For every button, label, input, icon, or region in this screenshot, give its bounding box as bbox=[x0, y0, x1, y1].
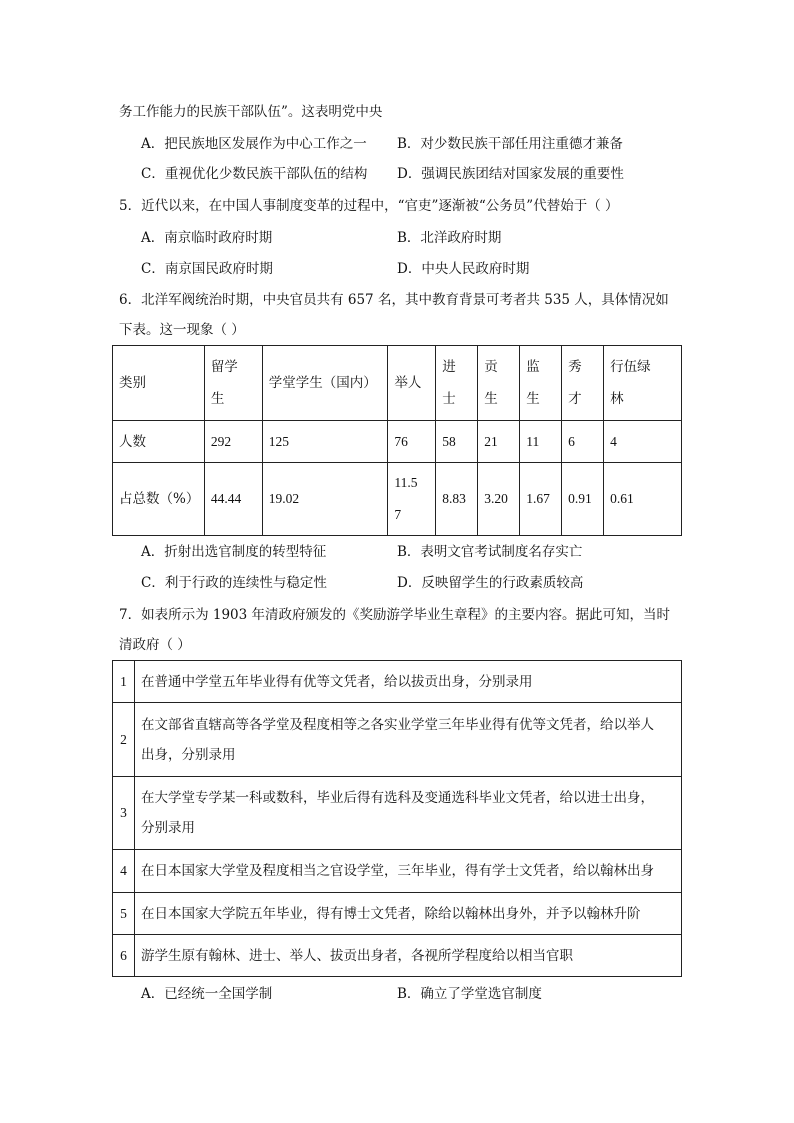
row-text: 在日本国家大学堂及程度相当之官设学堂，三年毕业，得有学士文凭者，给以翰林出身 bbox=[135, 850, 682, 893]
row-number: 4 bbox=[113, 850, 135, 893]
row-text: 在文部省直辖高等各学堂及程度相等之各实业学堂三年毕业得有优等文凭者，给以举人 出身，分别录用 bbox=[135, 703, 682, 777]
q7-stem-line1: 7．如表所示为 1903 年清政府颁发的《奖励游学毕业生章程》的主要内容。据此可知，当时 bbox=[119, 607, 671, 623]
header-gongsheng: 贡 生 bbox=[478, 346, 520, 421]
q5-option-d[interactable]: D．中央人民政府时期 bbox=[397, 261, 530, 277]
q6-table bbox=[112, 345, 682, 536]
q6-count-row bbox=[113, 421, 682, 463]
table-cell: 44.44 bbox=[204, 463, 262, 536]
q5-option-c[interactable]: C．南京国民政府时期 bbox=[141, 261, 273, 277]
header-juren: 举人 bbox=[388, 346, 436, 421]
q6-stem-line1: 6．北洋军阀统治时期，中央官员共有 657 名，其中教育背景可考者共 535 人，具体情况如 bbox=[119, 292, 669, 308]
header-category: 类别 bbox=[113, 346, 205, 421]
q6-option-a[interactable]: A．折射出选官制度的转型特征 bbox=[141, 544, 327, 560]
table-cell: 人数 bbox=[113, 421, 205, 463]
q4-option-d[interactable]: D．强调民族团结对国家发展的重要性 bbox=[397, 166, 624, 182]
table-row bbox=[113, 777, 682, 850]
table-cell: 58 bbox=[436, 421, 478, 463]
row-number: 3 bbox=[113, 777, 135, 850]
q6-stem-line2: 下表。这一现象（ ） bbox=[119, 322, 245, 338]
header-military: 行伍绿 林 bbox=[604, 346, 682, 421]
table-row bbox=[113, 893, 682, 935]
table-cell: 4 bbox=[604, 421, 682, 463]
row-number: 6 bbox=[113, 935, 135, 977]
row-text: 在大学堂专学某一科或数科，毕业后得有选科及变通选科毕业文凭者，给以进士出身， 分别录用 bbox=[135, 777, 682, 850]
q5-stem: 5．近代以来，在中国人事制度变革的过程中，“官吏”逐渐被“公务员”代替始于（ ） bbox=[119, 198, 619, 214]
table-row bbox=[113, 850, 682, 893]
table-cell: 19.02 bbox=[262, 463, 388, 536]
intro-line: 务工作能力的民族干部队伍”。这表明党中央 bbox=[119, 104, 383, 120]
table-cell: 6 bbox=[562, 421, 604, 463]
q6-option-d[interactable]: D．反映留学生的行政素质较高 bbox=[397, 575, 584, 591]
row-number: 1 bbox=[113, 661, 135, 703]
table-row bbox=[113, 703, 682, 777]
header-domestic: 学堂学生（国内） bbox=[262, 346, 388, 421]
q7-stem-line2: 清政府（ ） bbox=[119, 637, 191, 653]
q7-option-b[interactable]: B．确立了学堂选官制度 bbox=[397, 986, 542, 1002]
q6-option-b[interactable]: B．表明文官考试制度名存实亡 bbox=[397, 544, 583, 560]
table-cell: 8.83 bbox=[436, 463, 478, 536]
table-cell: 76 bbox=[388, 421, 436, 463]
q6-option-c[interactable]: C．利于行政的连续性与稳定性 bbox=[141, 575, 327, 591]
q4-option-c[interactable]: C．重视优化少数民族干部队伍的结构 bbox=[141, 166, 368, 182]
q5-option-a[interactable]: A．南京临时政府时期 bbox=[141, 230, 273, 246]
table-row bbox=[113, 935, 682, 977]
row-text: 游学生原有翰林、进士、举人、拔贡出身者，各视所学程度给以相当官职 bbox=[135, 935, 682, 977]
row-text: 在普通中学堂五年毕业得有优等文凭者，给以拔贡出身，分别录用 bbox=[135, 661, 682, 703]
table-cell: 1.67 bbox=[520, 463, 562, 536]
table-row bbox=[113, 661, 682, 703]
table-cell: 292 bbox=[204, 421, 262, 463]
header-xiucai: 秀 才 bbox=[562, 346, 604, 421]
row-number: 5 bbox=[113, 893, 135, 935]
q6-percent-row bbox=[113, 463, 682, 536]
q7-option-a[interactable]: A．已经统一全国学制 bbox=[141, 986, 273, 1002]
header-jiansheng: 监 生 bbox=[520, 346, 562, 421]
q5-option-b[interactable]: B．北洋政府时期 bbox=[397, 230, 502, 246]
table-cell: 占总数（%） bbox=[113, 463, 205, 536]
table-cell: 0.61 bbox=[604, 463, 682, 536]
table-cell: 3.20 bbox=[478, 463, 520, 536]
q6-header-row bbox=[113, 346, 682, 421]
table-cell: 21 bbox=[478, 421, 520, 463]
q7-table bbox=[112, 660, 682, 977]
table-cell: 11.5 7 bbox=[388, 463, 436, 536]
table-cell: 125 bbox=[262, 421, 388, 463]
q4-option-b[interactable]: B．对少数民族干部任用注重德才兼备 bbox=[397, 136, 623, 152]
table-cell: 0.91 bbox=[562, 463, 604, 536]
header-jinshi: 进 士 bbox=[436, 346, 478, 421]
row-number: 2 bbox=[113, 703, 135, 777]
table-cell: 11 bbox=[520, 421, 562, 463]
header-overseas: 留学 生 bbox=[204, 346, 262, 421]
q4-option-a[interactable]: A．把民族地区发展作为中心工作之一 bbox=[141, 136, 367, 152]
row-text: 在日本国家大学院五年毕业，得有博士文凭者，除给以翰林出身外，并予以翰林升阶 bbox=[135, 893, 682, 935]
